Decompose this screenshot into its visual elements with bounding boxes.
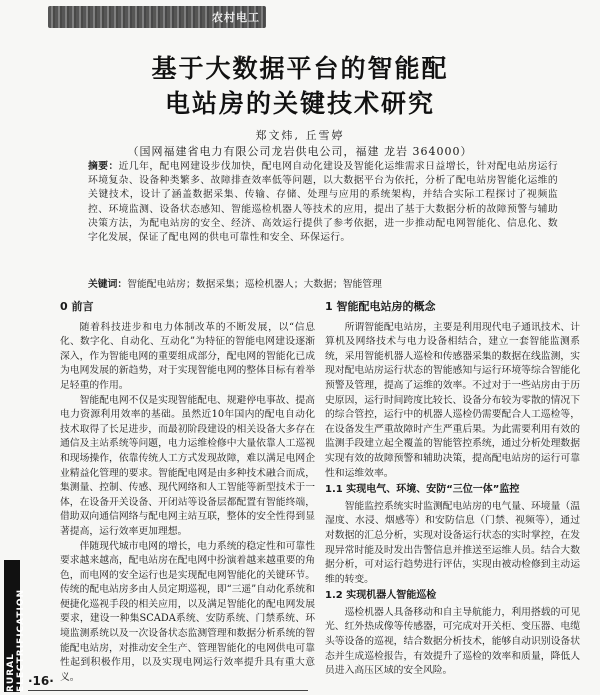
paper-title-line-1: 基于大数据平台的智能配	[151, 54, 449, 83]
section-heading-preface: 0 前言	[60, 300, 94, 313]
left-column	[60, 300, 315, 685]
paragraph: 所谓智能配电站房，主要是利用现代电子通讯技术、计算机及网络技术与电力设备相结合，建立一套智能监测系统，采用智能机器人巡检和传感器采集的数据在线监测，实现对配电站房运行状态的智能感知与运行环境等综合智能化预警及管理，提高了运维的效率。不过对于一些站房由于历史原因，运行时间跨度比较长、设备分布较为零散的情况下的综合管控，运行中的机器人巡检仍需要配合人工巡检等，在设备发生严重故障时产生严重后果。为此需要利用有效的监测手段建立起全覆盖的智能管控系统，通过分析处理数据实现有效的故障预警和辅助决策，提高配电站房的运行可靠性和运维效率。	[325, 321, 580, 479]
paragraph: 随着科技进步和电力体制改革的不断发展，以“信息化、数字化、自动化、互动化”为特征的智能电网建设逐渐深入，作为智能电网的重要组成部分，配电网的智能化已成为电网发展的新趋势，对于实现智能电网的整体目标有着举足轻重的作用。	[60, 321, 315, 391]
subsection-heading-monitoring: 1.1 实现电气、环境、安防“三位一体”监控	[325, 484, 520, 496]
paragraph: 巡检机器人具备移动和自主导航能力，利用搭载的可见光、红外热成像等传感器，可完成对开关柜、变压器、电缆头等设备的巡视，结合数据分析技术，能够自动识别设备状态并生成巡检报告，有效提升了巡检的效率和质量，降低人员进入高压区域的安全风险。	[325, 606, 580, 677]
right-column	[325, 300, 580, 679]
section-heading-concept: 1 智能配电站房的概念	[325, 300, 436, 313]
subsection-heading-robot: 1.2 实现机器人智能巡检	[325, 590, 437, 602]
spine-label: RURAL ELECTRIFICATION	[6, 588, 26, 692]
journal-header-band	[48, 6, 266, 28]
abstract-text: 近几年，配电网建设步伐加快，配电网自动化建设及智能化运维需求日益增长，针对配电站房运行环境复杂、设备种类繁多、故障排查效率低等问题，以大数据平台为依托，分析了配电站房智能化运维的关键技术，设计了涵盖数据采集、传输、存储、处理与应用的系统架构，并结合实际工程探讨了视频监控、环境监测、设备状态感知、智能巡检机器人等技术的应用，提出了基于大数据分析的故障预警与辅助决策方法，为配电站房的安全、经济、高效运行提供了参考依据，进一步推动配电网智能化、信息化、数字化发展，保证了配电网的供电可靠性和安全、环保运行。	[88, 161, 558, 244]
paper-authors: 郑文炜, 丘雪婷	[255, 129, 345, 142]
journal-badge: 农村电工	[212, 11, 260, 24]
keywords-label: 关键词：	[88, 279, 128, 290]
paper-title-line-2: 电站房的关键技术研究	[164, 89, 435, 118]
keywords-block	[88, 278, 558, 292]
page-number: ·16·	[28, 674, 54, 688]
abstract-block	[88, 160, 558, 245]
bottom-divider	[28, 690, 308, 691]
abstract-label: 摘要：	[88, 161, 119, 172]
paragraph: 智能监控系统实时监测配电站房的电气量、环境量（温湿度、水浸、烟感等）和安防信息（门禁、视频等），通过对数据的汇总分析，实现对设备运行状态的实时掌控，在发现异常时能及时发出告警信息并推送至运维人员。结合大数据分析，可对运行趋势进行评估，实现由被动检修到主动运维的转变。	[325, 500, 580, 585]
keywords-text: 智能配电站房；数据采集；巡检机器人；大数据；智能管理	[127, 279, 382, 290]
paper-affiliation: （国网福建省电力有限公司龙岩供电公司，福建 龙岩 364000）	[127, 145, 473, 158]
paragraph: 智能配电网不仅是实现智能配电、规避停电事故、提高电力资源利用效率的基础。虽然近10年国内的配电自动化技术取得了长足进步，而最初阶段建设的相关设备大多存在通信及主站系统等问题，电力运维检修中大量依靠人工巡视和现场操作，依靠传统人工方式发现故障，难以满足电网企业精益化管理的要求。智能配电网是由多种技术融合而成，集测量、控制、传感、现代网络和人工智能等新型技术于一体，在设备开关设备、开闭站等设备层都配置有智能终端，借助双向通信网络与配电网主站互联，整体的安全性得到显著提高，运行效率更加理想。	[60, 394, 315, 537]
paragraph: 伴随现代城市电网的增长，电力系统的稳定性和可靠性要求越来越高，配电站房在配电网中扮演着越来越重要的角色，而电网的安全运行也是实现配电网智能化的关键环节。传统的配电站房多由人员定期巡视，即“三遥”自动化系统和便捷化巡视手段的相关应用，以及满足智能化的配电网发展要求，建设一种集SCADA系统、安防系统、门禁系统、环境监测系统以及一次设备状态监测管理和数据分析系统的智能配电站房，对推动安全生产、管理智能化的电网供电可靠性起到积极作用，以及实现电网运行效率提升具有重大意义。	[60, 540, 315, 683]
journal-spine-strip	[4, 560, 26, 692]
